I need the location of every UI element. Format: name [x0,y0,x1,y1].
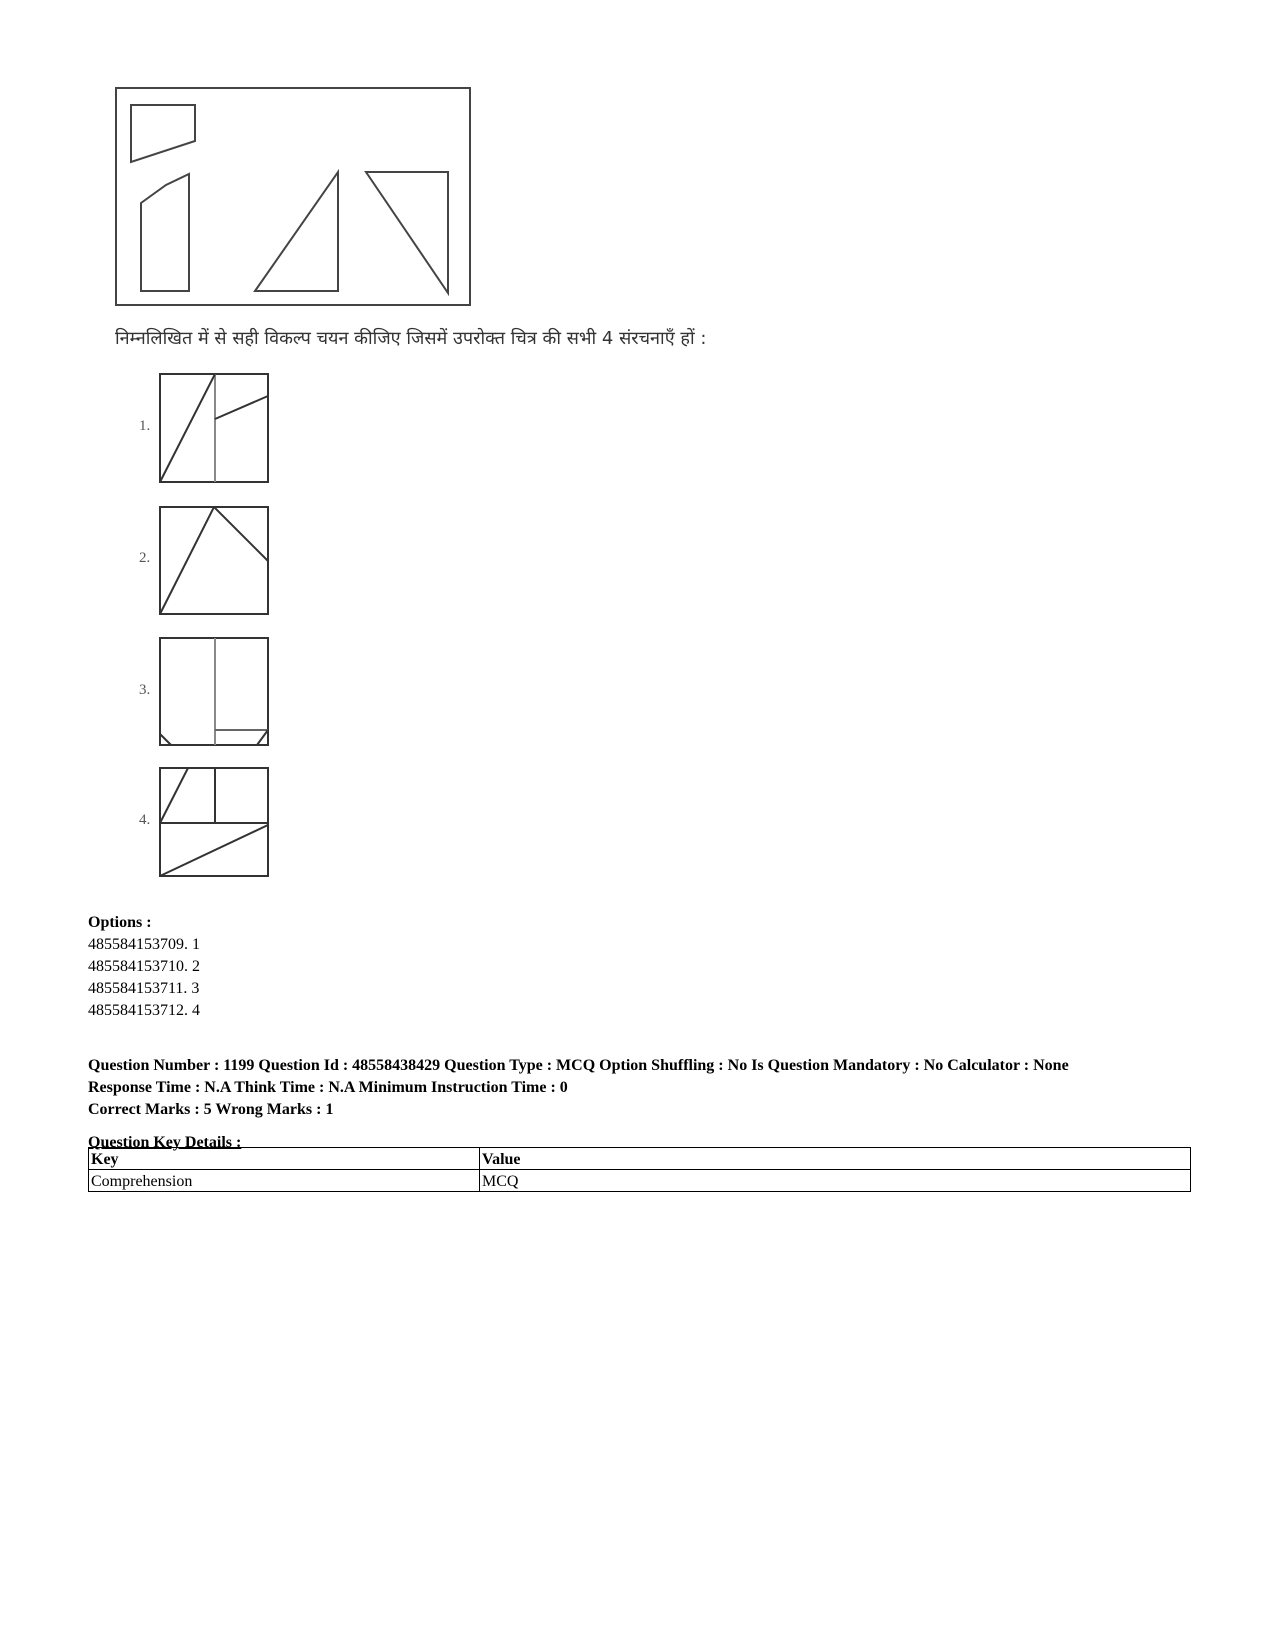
table-row [89,1170,1191,1192]
option-item-2: 485584153710. 2 [88,958,200,975]
table-header-key: Key [89,1148,480,1170]
key-details-table [88,1147,1191,1192]
question-meta-line-2: Response Time : N.A Think Time : N.A Minimum Instruction Time : 0 [88,1079,568,1096]
table-header-value: Value [480,1148,1191,1170]
table-cell-key: Comprehension [89,1170,480,1192]
option-figure-2 [160,507,268,614]
option-item-4: 485584153712. 4 [88,1002,200,1019]
option-figure-4 [160,768,268,876]
table-cell-value: MCQ [480,1170,1191,1192]
key-details-heading: Question Key Details : [88,1134,242,1151]
option-figure-1 [160,374,268,482]
option-figure-label-2: 2. [139,550,151,566]
option-item-1: 485584153709. 1 [88,936,200,953]
question-meta-line-3: Correct Marks : 5 Wrong Marks : 1 [88,1101,334,1118]
option-figure-3 [160,638,268,745]
options-heading: Options : [88,914,152,931]
question-meta-line-1: Question Number : 1199 Question Id : 48558438429 Question Type : MCQ Option Shuffling : No Is Question Mandatory : No Calculator : None [88,1057,1069,1074]
question-instruction: निम्नलिखित में से सही विकल्प चयन कीजिए जिसमें उपरोक्त चित्र की सभी 4 संरचनाएँ हों : [115,328,707,349]
option-figure-label-4: 4. [139,812,151,828]
table-header-row [89,1148,1191,1170]
option-figure-label-3: 3. [139,682,151,698]
option-figure-label-1: 1. [139,418,151,434]
option-item-3: 485584153711. 3 [88,980,200,997]
